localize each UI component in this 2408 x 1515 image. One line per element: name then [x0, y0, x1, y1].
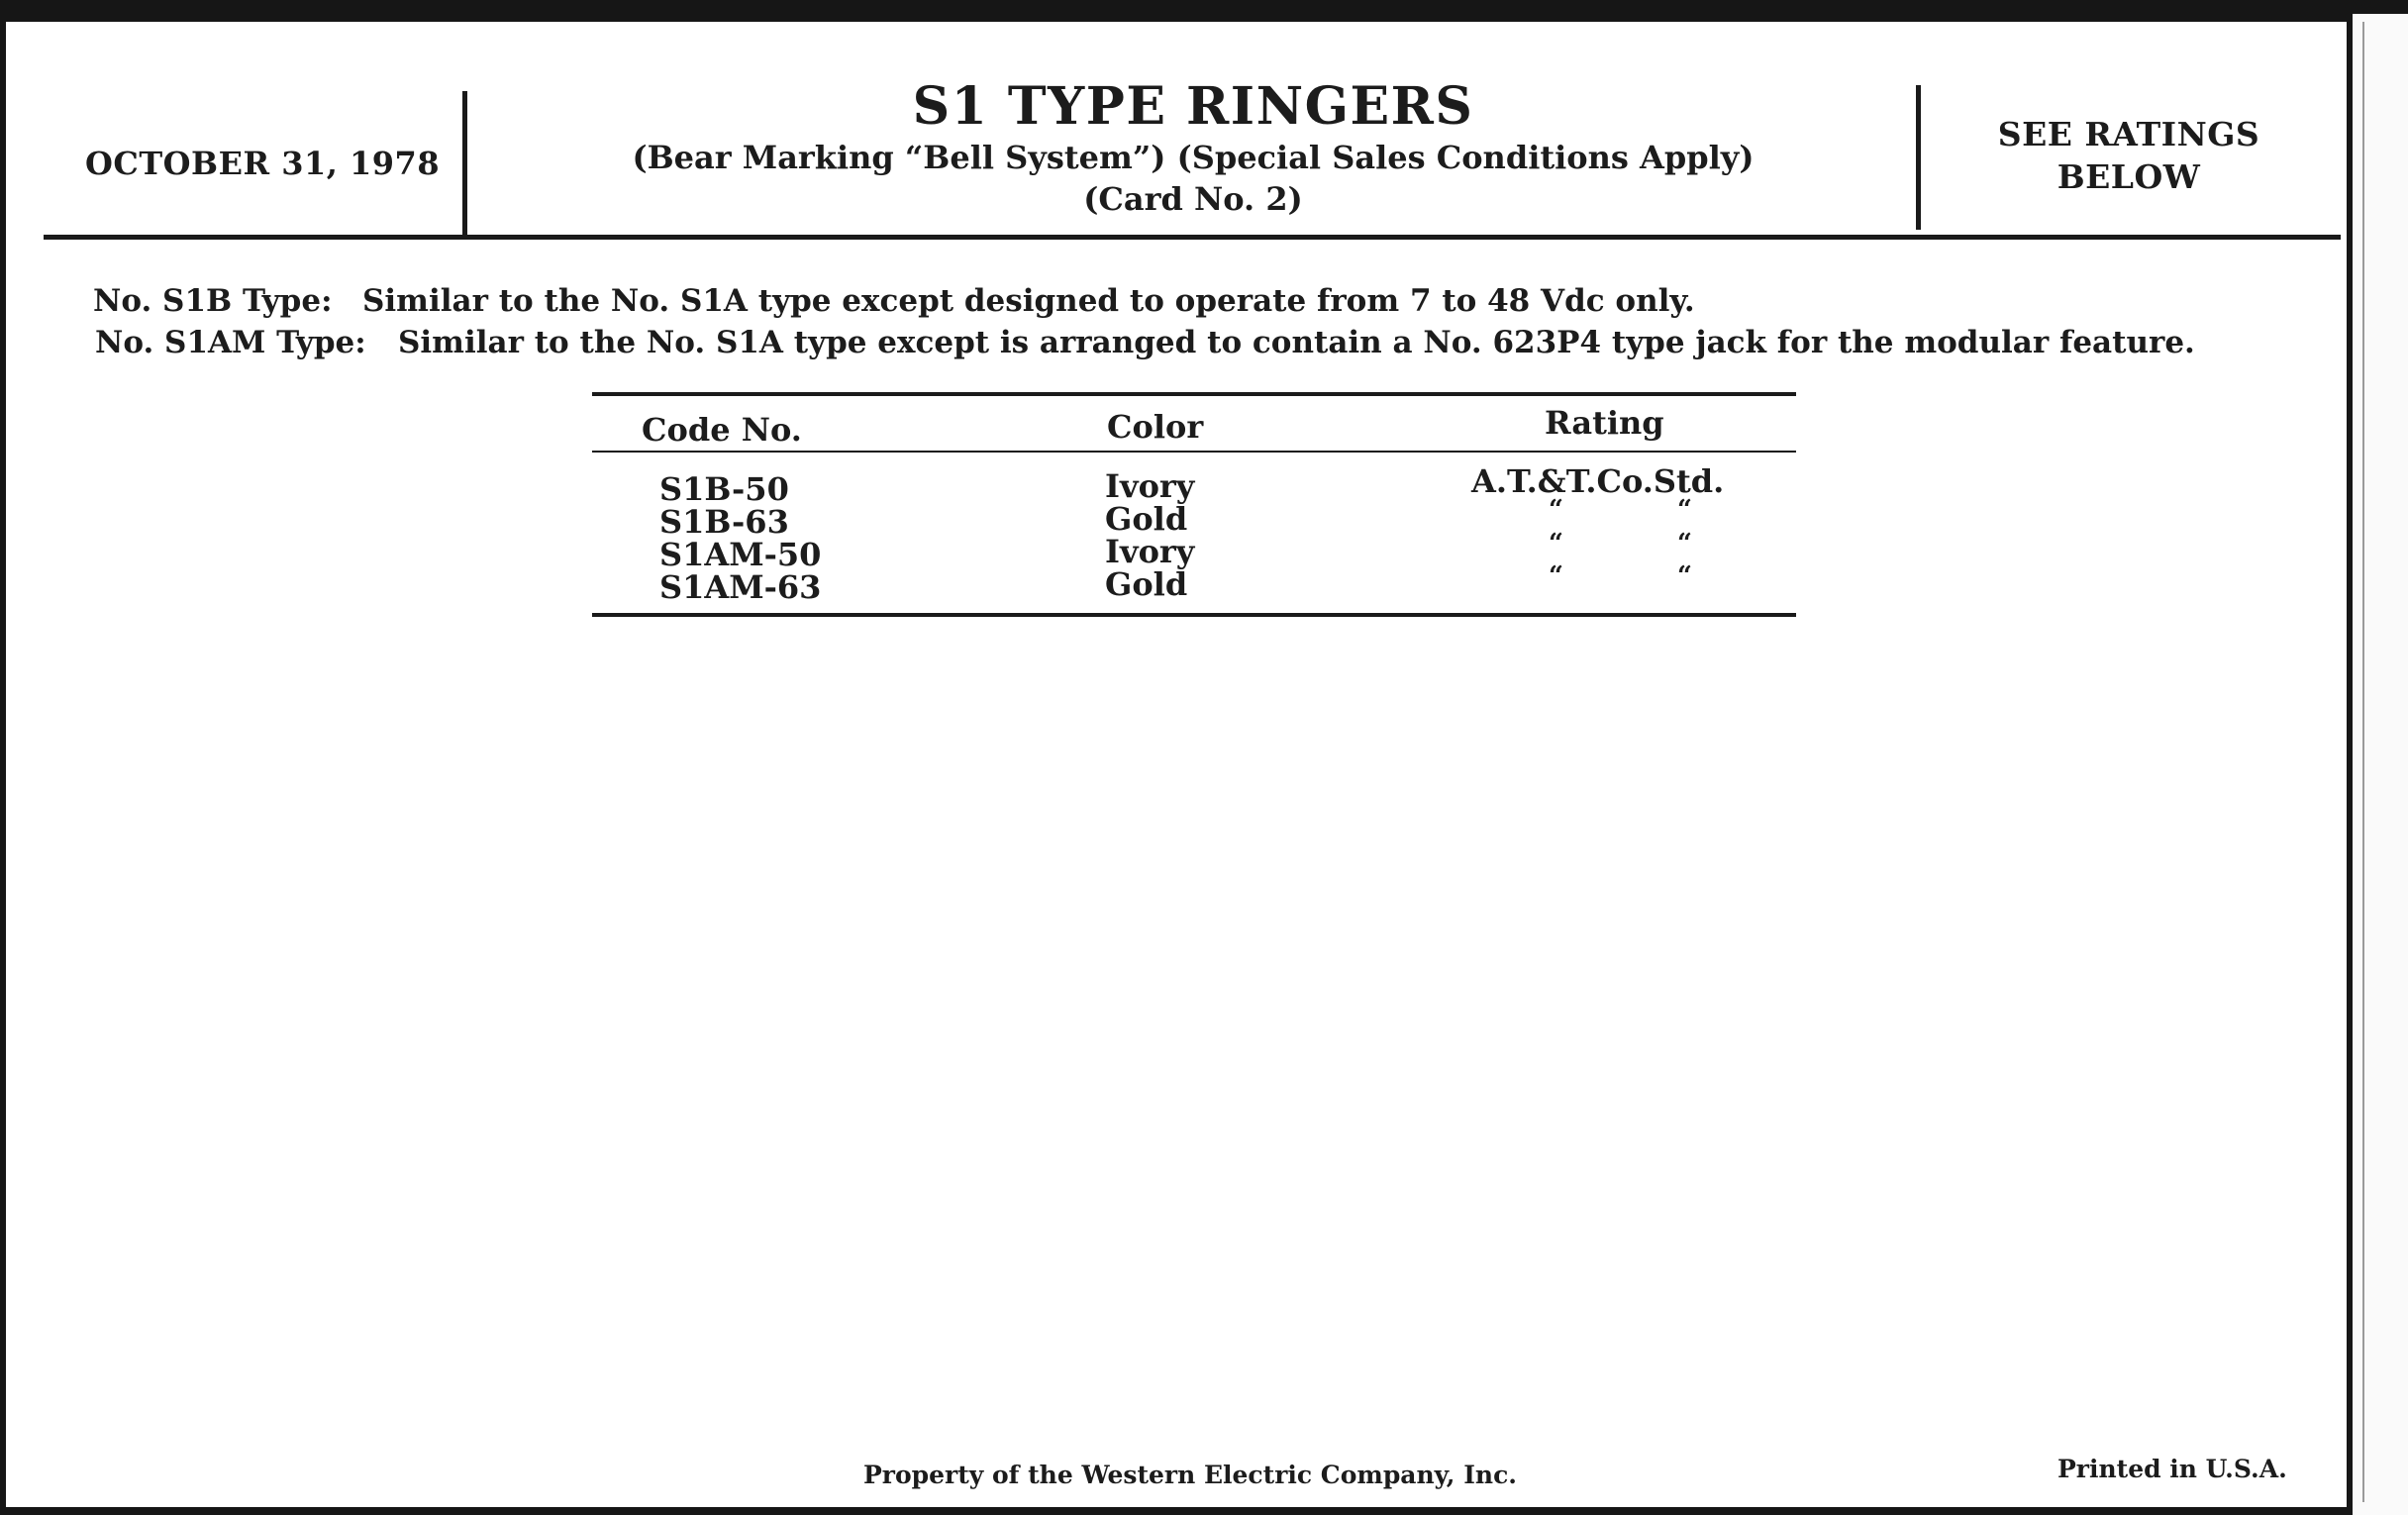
catalog-card [6, 22, 2347, 1507]
table-cell-color: Ivory [1105, 467, 1195, 505]
column-header-color: Color [1107, 408, 1204, 446]
footer-property: Property of the Western Electric Company, Inc. [863, 1461, 1518, 1489]
ditto-mark: “ [1677, 529, 1692, 558]
table-cell-code: S1AM-63 [659, 568, 822, 606]
ditto-mark: “ [1677, 561, 1692, 591]
description-s1b [93, 283, 1695, 319]
table-cell-color: Ivory [1105, 533, 1195, 570]
description-text: Similar to the No. S1A type except designed to operate from 7 to 48 Vdc only. [362, 283, 1695, 319]
ratings-note-line1: SEE RATINGS [1997, 115, 2260, 153]
header-divider-right [1916, 85, 1921, 230]
ratings-note-line2: BELOW [2057, 157, 2201, 196]
table-cell-rating: A.T.&T.Co.Std. [1471, 462, 1725, 500]
header-rule [44, 235, 2341, 240]
table-cell-code: S1AM-50 [659, 536, 822, 573]
card-date: OCTOBER 31, 1978 [85, 145, 441, 182]
table-cell-color: Gold [1105, 565, 1188, 603]
ditto-mark: “ [1549, 561, 1563, 591]
scan-edge-line [2362, 22, 2364, 1502]
table-cell-code: S1B-63 [659, 503, 789, 541]
table-cell-code: S1B-50 [659, 470, 789, 508]
card-number: (Card No. 2) [1083, 180, 1303, 218]
description-label: No. S1AM Type: [95, 325, 366, 360]
ratings-note [1931, 113, 2327, 198]
ditto-mark: “ [1677, 495, 1692, 525]
ditto-mark: “ [1549, 495, 1563, 525]
table-cell-color: Gold [1105, 500, 1188, 538]
card-subtitle: (Bear Marking “Bell System”) (Special Sales Conditions Apply) [632, 139, 1755, 176]
column-header-rating: Rating [1545, 404, 1664, 442]
table-top-rule [592, 392, 1796, 396]
description-s1am [95, 325, 2195, 360]
table-bottom-rule [592, 613, 1796, 617]
description-label: No. S1B Type: [93, 283, 333, 319]
column-header-code: Code No. [642, 411, 802, 449]
scan-edge [2353, 14, 2408, 1515]
card-title: S1 TYPE RINGERS [912, 76, 1474, 137]
header-center [465, 77, 1921, 220]
ditto-mark: “ [1549, 529, 1563, 558]
description-text: Similar to the No. S1A type except is arranged to contain a No. 623P4 type jack for the modular feature. [398, 325, 2195, 360]
footer-printed: Printed in U.S.A. [2057, 1455, 2287, 1483]
table-header-rule [592, 451, 1796, 453]
